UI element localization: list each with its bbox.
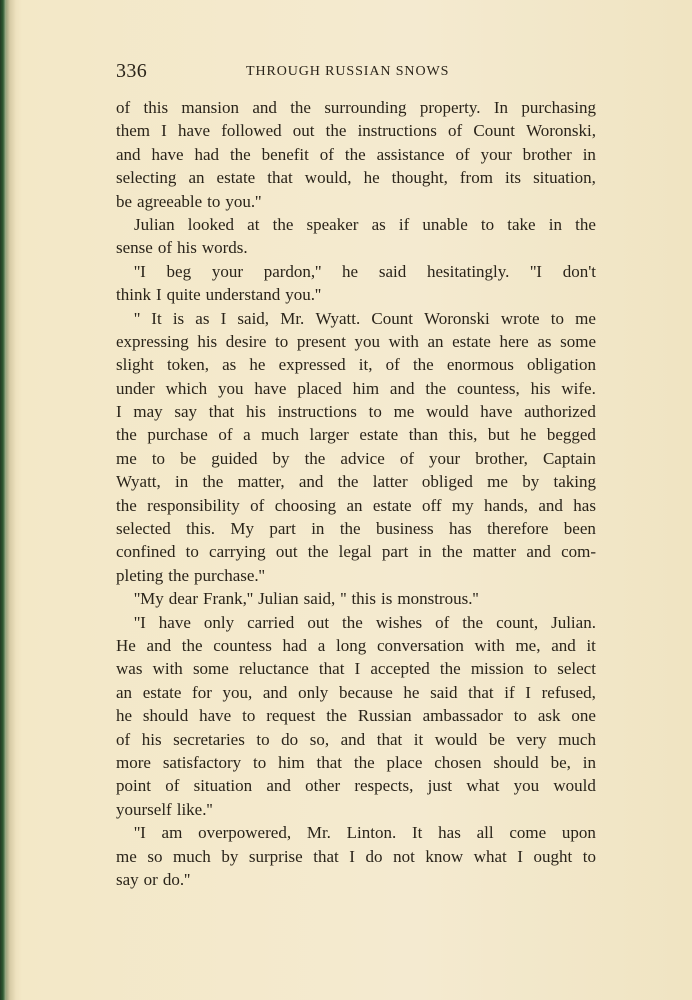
page-number: 336 — [116, 60, 148, 82]
text-line: me so much by surprise that I do not know what I ought to — [116, 846, 596, 866]
text-line: confined to carrying out the legal part in the matter and com- — [116, 542, 596, 562]
text-line: He and the countess had a long conversation with me, and it — [116, 635, 596, 655]
text-line: under which you have placed him and the countess, his wife. — [116, 378, 596, 398]
page-header — [116, 58, 604, 84]
body-text — [116, 96, 596, 891]
text-line: expressing his desire to present you with an estate here as some — [116, 331, 596, 351]
text-line: be agreeable to you.'' — [116, 191, 262, 211]
text-line: say or do.'' — [116, 869, 191, 889]
text-line: I may say that his instructions to me would have authorized — [116, 402, 596, 422]
text-line: yourself like.'' — [116, 799, 213, 819]
text-line: think I quite understand you.'' — [116, 285, 322, 305]
spine-edge — [6, 0, 16, 1000]
text-line: '' It is as I said, Mr. Wyatt. Count Woronski wrote to me — [134, 308, 596, 328]
text-line: sense of his words. — [116, 238, 248, 258]
text-line: he should have to request the Russian ambassador to ask one — [116, 706, 596, 726]
text-line: ''I have only carried out the wishes of the count, Julian. — [134, 612, 596, 632]
text-line: selecting an estate that would, he thought, from its situation, — [116, 168, 596, 188]
running-title: THROUGH RUSSIAN SNOWS — [246, 64, 450, 79]
text-line: ''My dear Frank,'' Julian said, '' this is monstrous.'' — [134, 589, 479, 609]
text-line: an estate for you, and only because he said that if I refused, — [116, 682, 596, 702]
text-line: ''I am overpowered, Mr. Linton. It has all come upon — [134, 823, 596, 843]
text-line: ''I beg your pardon,'' he said hesitatingly. ''I don't — [134, 261, 596, 281]
text-line: Wyatt, in the matter, and the latter obliged me by taking — [116, 472, 596, 492]
text-line: selected this. My part in the business has therefore been — [116, 519, 596, 539]
text-line: of this mansion and the surrounding property. In purchasing — [116, 98, 596, 117]
text-line: slight token, as he expressed it, of the enormous obligation — [116, 355, 596, 375]
text-line: me to be guided by the advice of your brother, Captain — [116, 448, 596, 468]
text-line: the purchase of a much larger estate than this, but he begged — [116, 425, 596, 445]
text-line: them I have followed out the instructions of Count Woronski, — [116, 121, 596, 141]
text-line: more satisfactory to him that the place chosen should be, in — [116, 752, 596, 772]
text-line: point of situation and other respects, just what you would — [116, 776, 596, 796]
text-line: of his secretaries to do so, and that it would be very much — [116, 729, 596, 749]
text-line: and have had the benefit of the assistance of your brother in — [116, 144, 596, 164]
text-line: Julian looked at the speaker as if unable to take in the — [134, 214, 596, 234]
text-line: was with some reluctance that I accepted the mission to select — [116, 659, 596, 679]
text-line: pleting the purchase.'' — [116, 565, 265, 585]
text-line: the responsibility of choosing an estate off my hands, and has — [116, 495, 596, 515]
